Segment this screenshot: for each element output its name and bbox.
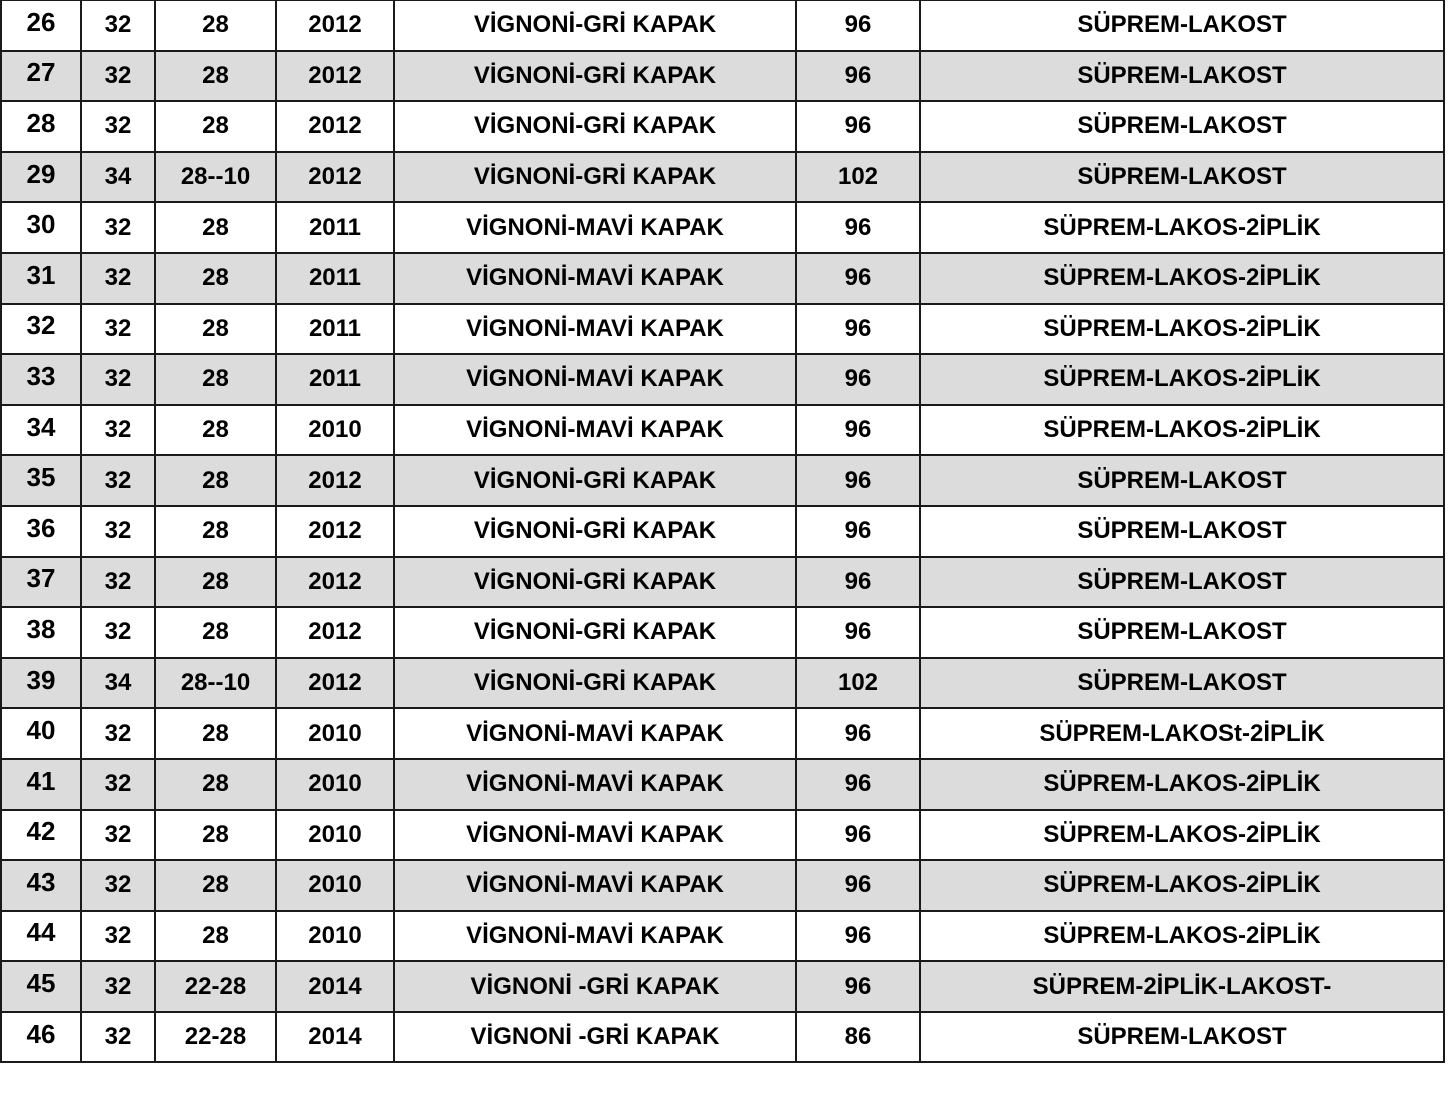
fabric-type-cell[interactable]: SÜPREM-LAKOST [920,455,1444,506]
value-cell[interactable]: 28 [155,304,276,355]
description-cell[interactable]: VİGNONİ-GRİ KAPAK [394,455,796,506]
value-cell[interactable]: 32 [81,607,155,658]
row-number-cell[interactable]: 26 [1,0,81,51]
fabric-type-cell[interactable]: SÜPREM-LAKOS-2İPLİK [920,304,1444,355]
year-cell[interactable]: 2012 [276,658,394,709]
value-cell[interactable]: 28 [155,51,276,102]
value-cell[interactable]: 28--10 [155,152,276,203]
fabric-type-cell[interactable]: SÜPREM-LAKOST [920,51,1444,102]
value-cell[interactable]: 32 [81,101,155,152]
description-cell[interactable]: VİGNONİ-MAVİ KAPAK [394,708,796,759]
quantity-cell[interactable]: 96 [796,911,920,962]
table-row [1,506,1444,557]
row-number-cell[interactable]: 28 [1,101,81,152]
quantity-cell[interactable]: 96 [796,961,920,1012]
quantity-cell[interactable]: 96 [796,0,920,51]
year-cell[interactable]: 2012 [276,557,394,608]
fabric-type-cell[interactable]: SÜPREM-LAKOST [920,607,1444,658]
row-number-cell[interactable]: 41 [1,759,81,810]
value-cell[interactable]: 28 [155,810,276,861]
row-number-cell[interactable]: 30 [1,202,81,253]
row-number-cell[interactable]: 27 [1,51,81,102]
quantity-cell[interactable]: 96 [796,354,920,405]
fabric-type-cell[interactable]: SÜPREM-LAKOS-2İPLİK [920,202,1444,253]
fabric-type-cell[interactable]: SÜPREM-LAKOS-2İPLİK [920,911,1444,962]
value-cell[interactable]: 28 [155,860,276,911]
description-cell[interactable]: VİGNONİ-GRİ KAPAK [394,506,796,557]
table-row [1,607,1444,658]
row-number-cell[interactable]: 37 [1,557,81,608]
table-row [1,708,1444,759]
description-cell[interactable]: VİGNONİ-MAVİ KAPAK [394,860,796,911]
table-row [1,911,1444,962]
row-number-cell[interactable]: 31 [1,253,81,304]
year-cell[interactable]: 2010 [276,708,394,759]
table-row [1,51,1444,102]
table-row [1,152,1444,203]
row-number-cell[interactable]: 46 [1,1012,81,1063]
quantity-cell[interactable]: 96 [796,304,920,355]
row-number-cell[interactable]: 35 [1,455,81,506]
table-row [1,860,1444,911]
table-row [1,1012,1444,1063]
quantity-cell[interactable]: 96 [796,860,920,911]
value-cell[interactable]: 32 [81,253,155,304]
quantity-cell[interactable]: 96 [796,455,920,506]
row-number-cell[interactable]: 36 [1,506,81,557]
year-cell[interactable]: 2012 [276,101,394,152]
year-cell[interactable]: 2010 [276,911,394,962]
row-number-cell[interactable]: 44 [1,911,81,962]
description-cell[interactable]: VİGNONİ-GRİ KAPAK [394,658,796,709]
fabric-type-cell[interactable]: SÜPREM-LAKOST [920,557,1444,608]
quantity-cell[interactable]: 96 [796,557,920,608]
table-row [1,405,1444,456]
year-cell[interactable]: 2012 [276,0,394,51]
value-cell[interactable]: 32 [81,202,155,253]
table-row [1,304,1444,355]
fabric-type-cell[interactable]: SÜPREM-LAKOST [920,101,1444,152]
quantity-cell[interactable]: 96 [796,51,920,102]
quantity-cell[interactable]: 96 [796,101,920,152]
description-cell[interactable]: VİGNONİ-MAVİ KAPAK [394,405,796,456]
value-cell[interactable]: 32 [81,405,155,456]
value-cell[interactable]: 28 [155,506,276,557]
fabric-type-cell[interactable]: SÜPREM-LAKOSt-2İPLİK [920,708,1444,759]
value-cell[interactable]: 34 [81,152,155,203]
fabric-type-cell[interactable]: SÜPREM-LAKOST [920,152,1444,203]
value-cell[interactable]: 32 [81,708,155,759]
quantity-cell[interactable]: 96 [796,759,920,810]
year-cell[interactable]: 2011 [276,202,394,253]
row-number-cell[interactable]: 39 [1,658,81,709]
row-number-cell[interactable]: 34 [1,405,81,456]
row-number-cell[interactable]: 42 [1,810,81,861]
quantity-cell[interactable]: 96 [796,607,920,658]
value-cell[interactable]: 28 [155,101,276,152]
year-cell[interactable]: 2011 [276,304,394,355]
description-cell[interactable]: VİGNONİ-MAVİ KAPAK [394,253,796,304]
table-row [1,253,1444,304]
row-number-cell[interactable]: 33 [1,354,81,405]
description-cell[interactable]: VİGNONİ-GRİ KAPAK [394,607,796,658]
fabric-type-cell[interactable]: SÜPREM-LAKOST [920,658,1444,709]
value-cell[interactable]: 28 [155,607,276,658]
description-cell[interactable]: VİGNONİ-MAVİ KAPAK [394,202,796,253]
value-cell[interactable]: 22-28 [155,1012,276,1063]
value-cell[interactable]: 28 [155,0,276,51]
fabric-type-cell[interactable]: SÜPREM-2İPLİK-LAKOST- [920,961,1444,1012]
value-cell[interactable]: 28 [155,708,276,759]
value-cell[interactable]: 28 [155,911,276,962]
value-cell[interactable]: 34 [81,658,155,709]
year-cell[interactable]: 2012 [276,506,394,557]
value-cell[interactable]: 22-28 [155,961,276,1012]
year-cell[interactable]: 2010 [276,810,394,861]
year-cell[interactable]: 2010 [276,759,394,810]
quantity-cell[interactable]: 102 [796,658,920,709]
fabric-type-cell[interactable]: SÜPREM-LAKOS-2İPLİK [920,810,1444,861]
fabric-type-cell[interactable]: SÜPREM-LAKOS-2İPLİK [920,253,1444,304]
value-cell[interactable]: 28--10 [155,658,276,709]
value-cell[interactable]: 32 [81,304,155,355]
table-row [1,810,1444,861]
year-cell[interactable]: 2010 [276,405,394,456]
value-cell[interactable]: 32 [81,810,155,861]
table-row [1,101,1444,152]
quantity-cell[interactable]: 96 [796,202,920,253]
year-cell[interactable]: 2014 [276,1012,394,1063]
fabric-type-cell[interactable]: SÜPREM-LAKOST [920,0,1444,51]
year-cell[interactable]: 2014 [276,961,394,1012]
quantity-cell[interactable]: 96 [796,810,920,861]
quantity-cell[interactable]: 96 [796,405,920,456]
table-row [1,455,1444,506]
description-cell[interactable]: VİGNONİ-GRİ KAPAK [394,557,796,608]
value-cell[interactable]: 32 [81,506,155,557]
fabric-type-cell[interactable]: SÜPREM-LAKOS-2İPLİK [920,405,1444,456]
table-row [1,961,1444,1012]
row-number-cell[interactable]: 29 [1,152,81,203]
description-cell[interactable]: VİGNONİ-MAVİ KAPAK [394,354,796,405]
value-cell[interactable]: 32 [81,911,155,962]
table-row [1,557,1444,608]
description-cell[interactable]: VİGNONİ-MAVİ KAPAK [394,304,796,355]
value-cell[interactable]: 32 [81,961,155,1012]
description-cell[interactable]: VİGNONİ-GRİ KAPAK [394,0,796,51]
quantity-cell[interactable]: 102 [796,152,920,203]
year-cell[interactable]: 2012 [276,51,394,102]
table-row [1,202,1444,253]
year-cell[interactable]: 2012 [276,607,394,658]
year-cell[interactable]: 2010 [276,860,394,911]
row-number-cell[interactable]: 38 [1,607,81,658]
fabric-type-cell[interactable]: SÜPREM-LAKOS-2İPLİK [920,759,1444,810]
value-cell[interactable]: 32 [81,860,155,911]
quantity-cell[interactable]: 96 [796,708,920,759]
fabric-type-cell[interactable]: SÜPREM-LAKOS-2İPLİK [920,860,1444,911]
fabric-type-cell[interactable]: SÜPREM-LAKOST [920,1012,1444,1063]
value-cell[interactable]: 32 [81,354,155,405]
description-cell[interactable]: VİGNONİ -GRİ KAPAK [394,1012,796,1063]
value-cell[interactable]: 32 [81,0,155,51]
value-cell[interactable]: 28 [155,202,276,253]
table-row [1,0,1444,51]
value-cell[interactable]: 28 [155,557,276,608]
value-cell[interactable]: 28 [155,354,276,405]
description-cell[interactable]: VİGNONİ -GRİ KAPAK [394,961,796,1012]
description-cell[interactable]: VİGNONİ-GRİ KAPAK [394,101,796,152]
fabric-type-cell[interactable]: SÜPREM-LAKOST [920,506,1444,557]
year-cell[interactable]: 2011 [276,253,394,304]
value-cell[interactable]: 28 [155,253,276,304]
value-cell[interactable]: 28 [155,759,276,810]
description-cell[interactable]: VİGNONİ-GRİ KAPAK [394,152,796,203]
value-cell[interactable]: 28 [155,405,276,456]
table-row [1,658,1444,709]
description-cell[interactable]: VİGNONİ-MAVİ KAPAK [394,759,796,810]
value-cell[interactable]: 32 [81,455,155,506]
table-row [1,759,1444,810]
year-cell[interactable]: 2011 [276,354,394,405]
value-cell[interactable]: 28 [155,455,276,506]
year-cell[interactable]: 2012 [276,455,394,506]
row-number-cell[interactable]: 40 [1,708,81,759]
value-cell[interactable]: 32 [81,759,155,810]
description-cell[interactable]: VİGNONİ-MAVİ KAPAK [394,810,796,861]
quantity-cell[interactable]: 96 [796,253,920,304]
description-cell[interactable]: VİGNONİ-MAVİ KAPAK [394,911,796,962]
row-number-cell[interactable]: 32 [1,304,81,355]
row-number-cell[interactable]: 43 [1,860,81,911]
fabric-type-cell[interactable]: SÜPREM-LAKOS-2İPLİK [920,354,1444,405]
value-cell[interactable]: 32 [81,51,155,102]
row-number-cell[interactable]: 45 [1,961,81,1012]
value-cell[interactable]: 32 [81,557,155,608]
description-cell[interactable]: VİGNONİ-GRİ KAPAK [394,51,796,102]
quantity-cell[interactable]: 86 [796,1012,920,1063]
value-cell[interactable]: 32 [81,1012,155,1063]
quantity-cell[interactable]: 96 [796,506,920,557]
table-row [1,354,1444,405]
year-cell[interactable]: 2012 [276,152,394,203]
